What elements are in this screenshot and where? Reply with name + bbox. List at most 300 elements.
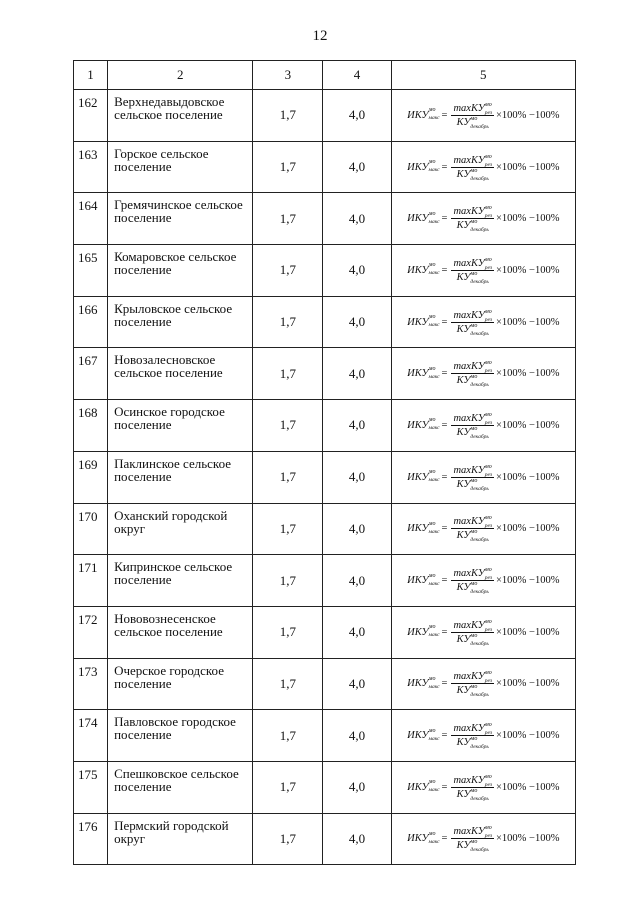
formula-equals: = (441, 109, 448, 121)
formula-lhs-sup: мо (428, 210, 436, 217)
municipality-name: Очерское городское поселение (108, 658, 253, 710)
formula-lhs: ИКУ (407, 833, 429, 845)
header-cell-3: 3 (253, 61, 323, 90)
value-col-4: 4,0 (323, 193, 391, 245)
formula-num-sub: рез (484, 109, 492, 116)
formula-den-text: КУ (456, 582, 471, 594)
formula-cell (391, 710, 575, 762)
value-col-4: 4,0 (323, 451, 391, 503)
formula-den-text: КУ (456, 633, 471, 645)
formula-den-sup: мо (470, 632, 478, 639)
formula-den-sup: мо (470, 167, 478, 174)
header-row (74, 61, 576, 90)
table-row (74, 193, 576, 245)
value-col-4: 4,0 (323, 710, 391, 762)
formula-denominator (455, 116, 491, 128)
formula-den-sub: декабрь (470, 744, 489, 751)
row-number: 176 (74, 813, 108, 865)
formula-equals: = (441, 419, 448, 431)
formula-tail: ×100% −100% (495, 161, 560, 173)
formula-denominator (455, 736, 491, 751)
municipality-name: Оханский городской округ (108, 503, 253, 555)
formula-den-text: КУ (456, 426, 471, 438)
formula-lhs-sup: мо (428, 159, 436, 166)
formula-num-sub: рез (484, 678, 492, 685)
header-cell-2: 2 (108, 61, 253, 90)
row-number: 175 (74, 761, 108, 813)
formula-den-text: КУ (456, 323, 471, 335)
formula-den-sub: декабрь (470, 847, 489, 854)
formula-num-sub: рез (484, 264, 492, 271)
formula (407, 155, 559, 180)
row-number: 171 (74, 555, 108, 607)
formula-tail: ×100% −100% (495, 316, 560, 328)
formula-num-sub: рез (484, 523, 492, 530)
value-col-3: 1,7 (253, 296, 323, 348)
formula-numerator (451, 258, 494, 271)
formula-tail: ×100% −100% (495, 471, 560, 483)
formula-fraction (451, 825, 494, 854)
formula-num-sup: мо (484, 153, 492, 160)
formula-lhs-sub: макс (428, 425, 440, 432)
table-row (74, 761, 576, 813)
formula-cell (391, 555, 575, 607)
formula-lhs-sup: мо (428, 107, 436, 114)
table-row (74, 348, 576, 400)
formula-den-text: КУ (456, 788, 471, 800)
formula-den-text: КУ (456, 685, 471, 697)
formula-lhs-sub: макс (428, 115, 440, 122)
formula-fraction (451, 310, 494, 335)
table-row (74, 503, 576, 555)
formula-equals: = (441, 781, 448, 793)
page-number: 12 (312, 28, 328, 44)
formula-lhs-sup: мо (428, 624, 436, 631)
row-number: 172 (74, 606, 108, 658)
formula-lhs-sup: мо (428, 675, 436, 682)
formula-den-sup: мо (470, 425, 478, 432)
formula-lhs-sup: мо (428, 262, 436, 269)
formula-denominator (455, 426, 491, 438)
table-row (74, 555, 576, 607)
formula-den-sup: мо (470, 270, 478, 277)
formula-num-sup: мо (484, 360, 492, 367)
formula-tail: ×100% −100% (495, 109, 560, 121)
formula-lhs-sup: мо (428, 469, 436, 476)
formula-lhs-sub: макс (428, 528, 440, 535)
value-col-4: 4,0 (323, 813, 391, 865)
formula-den-text: КУ (456, 220, 471, 232)
formula-denominator (455, 839, 491, 854)
formula-tail: ×100% −100% (495, 264, 560, 276)
municipality-name: Комаровское сельское поселение (108, 245, 253, 297)
formula-num-text: maxКУ (453, 102, 485, 114)
municipality-name: Гремячинское сельское поселение (108, 193, 253, 245)
row-number: 165 (74, 245, 108, 297)
formula-lhs-sup: мо (428, 520, 436, 527)
formula-equals: = (441, 678, 448, 690)
table-row (74, 296, 576, 348)
value-col-3: 1,7 (253, 503, 323, 555)
formula-lhs: ИКУ (407, 781, 429, 793)
formula-tail: ×100% −100% (495, 419, 560, 431)
formula-lhs-sub: макс (428, 373, 440, 380)
formula-num-text: maxКУ (453, 412, 485, 424)
formula-lhs: ИКУ (407, 109, 429, 121)
formula-num-sub: рез (484, 161, 492, 168)
formula-equals: = (441, 471, 448, 483)
formula-den-text: КУ (456, 168, 471, 180)
formula-fraction (451, 567, 494, 596)
formula-num-text: maxКУ (453, 723, 485, 735)
municipality-name: Кипринское сельское поселение (108, 555, 253, 607)
data-table (73, 60, 576, 865)
formula-lhs: ИКУ (407, 575, 429, 587)
formula-den-sub: декабрь (470, 433, 489, 440)
formula-num-text: maxКУ (453, 309, 485, 321)
value-col-4: 4,0 (323, 296, 391, 348)
formula-cell (391, 658, 575, 710)
formula-lhs: ИКУ (407, 161, 429, 173)
formula-fraction (451, 465, 494, 490)
formula-num-sup: мо (484, 101, 492, 108)
row-number: 163 (74, 141, 108, 193)
value-col-4: 4,0 (323, 606, 391, 658)
formula-num-text: maxКУ (453, 568, 485, 580)
value-col-3: 1,7 (253, 710, 323, 762)
formula-tail: ×100% −100% (495, 523, 560, 535)
formula-cell (391, 451, 575, 503)
formula-cell (391, 141, 575, 193)
formula-lhs-sup: мо (428, 572, 436, 579)
formula-fraction (451, 620, 494, 645)
formula-num-sup: мо (484, 567, 492, 574)
formula-den-sup: мо (470, 322, 478, 329)
row-number: 169 (74, 451, 108, 503)
formula-den-sub: декабрь (470, 485, 489, 492)
formula-equals: = (441, 368, 448, 380)
table-row (74, 813, 576, 865)
formula-num-sub: рез (484, 575, 492, 582)
formula-tail: ×100% −100% (495, 626, 560, 638)
formula-equals: = (441, 730, 448, 742)
formula-tail: ×100% −100% (495, 730, 560, 742)
formula (407, 825, 560, 854)
formula-den-sub: декабрь (470, 175, 489, 182)
value-col-4: 4,0 (323, 761, 391, 813)
formula-numerator (451, 775, 494, 788)
formula-num-sup: мо (484, 256, 492, 263)
formula-lhs-sub: макс (428, 632, 440, 639)
formula-num-text: maxКУ (453, 361, 485, 373)
formula-denominator (455, 168, 491, 180)
municipality-name: Нововознесенское сельское поселение (108, 606, 253, 658)
formula-lhs-sup: мо (428, 727, 436, 734)
formula-num-sub: рез (484, 419, 492, 426)
formula-denominator (455, 684, 491, 699)
formula-den-text: КУ (456, 375, 471, 387)
formula-den-sup: мо (470, 684, 478, 691)
formula-tail: ×100% −100% (495, 213, 560, 225)
formula-denominator (455, 271, 491, 283)
formula (407, 465, 559, 490)
formula-den-sup: мо (470, 787, 478, 794)
municipality-name: Горское сельское поселение (108, 141, 253, 193)
row-number: 162 (74, 90, 108, 142)
formula-lhs-sup: мо (428, 365, 436, 372)
formula-cell (391, 761, 575, 813)
municipality-name: Спешковское сельское поселение (108, 761, 253, 813)
formula-tail: ×100% −100% (495, 575, 560, 587)
formula-lhs-sub: макс (428, 787, 440, 794)
formula-lhs: ИКУ (407, 316, 429, 328)
formula (407, 775, 559, 800)
formula-den-text: КУ (456, 840, 471, 852)
formula-numerator (451, 465, 494, 478)
formula-numerator (451, 516, 494, 529)
formula-den-sup: мо (470, 529, 478, 536)
formula-num-text: maxКУ (453, 464, 485, 476)
formula-den-sup: мо (470, 736, 478, 743)
formula (407, 205, 560, 234)
formula-denominator (455, 323, 491, 335)
formula-fraction (451, 722, 494, 751)
formula (407, 670, 560, 699)
value-col-4: 4,0 (323, 141, 391, 193)
formula-fraction (451, 258, 494, 283)
formula-lhs: ИКУ (407, 213, 429, 225)
table-row (74, 451, 576, 503)
formula-tail: ×100% −100% (495, 833, 560, 845)
formula-equals: = (441, 316, 448, 328)
formula-lhs: ИКУ (407, 730, 429, 742)
formula-denominator (455, 633, 491, 645)
value-col-3: 1,7 (253, 90, 323, 142)
formula-den-sub: декабрь (470, 537, 489, 544)
formula-num-text: maxКУ (453, 619, 485, 631)
value-col-4: 4,0 (323, 90, 391, 142)
formula-tail: ×100% −100% (495, 781, 560, 793)
formula-lhs-sub: макс (428, 735, 440, 742)
formula-num-sup: мо (484, 825, 492, 832)
formula-numerator (451, 826, 494, 839)
formula-lhs-sub: макс (428, 838, 440, 845)
formula-lhs: ИКУ (407, 523, 429, 535)
formula-cell (391, 245, 575, 297)
row-number: 174 (74, 710, 108, 762)
formula-num-text: maxКУ (453, 671, 485, 683)
formula-den-sub: декабрь (470, 227, 489, 234)
formula-cell (391, 606, 575, 658)
formula-den-sub: декабрь (470, 330, 489, 337)
formula (407, 360, 560, 389)
formula-cell (391, 813, 575, 865)
row-number: 167 (74, 348, 108, 400)
formula-fraction (451, 775, 494, 800)
formula-lhs-sub: макс (428, 477, 440, 484)
formula-num-sup: мо (484, 618, 492, 625)
formula-num-sup: мо (484, 722, 492, 729)
formula-equals: = (441, 523, 448, 535)
value-col-3: 1,7 (253, 813, 323, 865)
formula-num-text: maxКУ (453, 826, 485, 838)
formula (407, 310, 559, 335)
value-col-3: 1,7 (253, 451, 323, 503)
formula-num-sup: мо (484, 670, 492, 677)
municipality-name: Крыловское сельское поселение (108, 296, 253, 348)
value-col-4: 4,0 (323, 245, 391, 297)
formula-num-sup: мо (484, 205, 492, 212)
table-row (74, 710, 576, 762)
formula-lhs: ИКУ (407, 419, 429, 431)
formula-equals: = (441, 626, 448, 638)
formula-den-sup: мо (470, 477, 478, 484)
table-row (74, 245, 576, 297)
formula-lhs: ИКУ (407, 264, 429, 276)
formula-numerator (451, 413, 494, 426)
formula-num-sup: мо (484, 308, 492, 315)
formula-denominator (455, 478, 491, 490)
formula-numerator (451, 620, 494, 633)
formula-num-sub: рез (484, 213, 492, 220)
table-row (74, 141, 576, 193)
formula-equals: = (441, 833, 448, 845)
formula-fraction (451, 155, 494, 180)
value-col-4: 4,0 (323, 400, 391, 452)
formula-num-text: maxКУ (453, 516, 485, 528)
formula-denominator (455, 581, 491, 596)
value-col-4: 4,0 (323, 503, 391, 555)
row-number: 168 (74, 400, 108, 452)
municipality-name: Паклинское сельское поселение (108, 451, 253, 503)
formula-lhs-sub: макс (428, 218, 440, 225)
formula-fraction (451, 103, 494, 128)
formula-equals: = (441, 161, 448, 173)
formula-numerator (451, 723, 494, 736)
formula-denominator (455, 529, 491, 544)
formula-den-sub: декабрь (470, 692, 489, 699)
formula-num-text: maxКУ (453, 206, 485, 218)
value-col-3: 1,7 (253, 193, 323, 245)
formula-lhs-sup: мо (428, 779, 436, 786)
row-number: 170 (74, 503, 108, 555)
formula-den-sub: декабрь (470, 795, 489, 802)
value-col-4: 4,0 (323, 658, 391, 710)
formula (407, 567, 560, 596)
formula-tail: ×100% −100% (495, 368, 560, 380)
formula-cell (391, 90, 575, 142)
formula-num-sub: рез (484, 781, 492, 788)
formula-den-text: КУ (456, 530, 471, 542)
formula-den-text: КУ (456, 271, 471, 283)
formula (407, 722, 560, 751)
value-col-3: 1,7 (253, 761, 323, 813)
formula-num-sub: рез (484, 626, 492, 633)
value-col-3: 1,7 (253, 141, 323, 193)
formula-den-sub: декабрь (470, 640, 489, 647)
formula-num-text: maxКУ (453, 257, 485, 269)
formula-num-sup: мо (484, 515, 492, 522)
value-col-4: 4,0 (323, 555, 391, 607)
formula (407, 515, 560, 544)
formula-lhs-sub: макс (428, 683, 440, 690)
formula-lhs: ИКУ (407, 471, 429, 483)
formula (407, 103, 559, 128)
formula-cell (391, 400, 575, 452)
formula-num-sup: мо (484, 463, 492, 470)
formula-lhs-sub: макс (428, 270, 440, 277)
formula-equals: = (441, 264, 448, 276)
value-col-3: 1,7 (253, 400, 323, 452)
formula-lhs: ИКУ (407, 626, 429, 638)
formula-numerator (451, 206, 494, 219)
formula-den-sup: мо (470, 839, 478, 846)
formula-num-text: maxКУ (453, 774, 485, 786)
table-row (74, 658, 576, 710)
row-number: 164 (74, 193, 108, 245)
formula-fraction (451, 413, 494, 438)
municipality-name: Новозалесновское сельское поселение (108, 348, 253, 400)
formula-numerator (451, 361, 494, 374)
formula-den-sub: декабрь (470, 123, 489, 130)
formula-den-sub: декабрь (470, 278, 489, 285)
formula-equals: = (441, 213, 448, 225)
formula-lhs: ИКУ (407, 368, 429, 380)
value-col-3: 1,7 (253, 555, 323, 607)
formula-fraction (451, 360, 494, 389)
header-cell-5: 5 (391, 61, 575, 90)
formula (407, 413, 559, 438)
formula-cell (391, 296, 575, 348)
formula-den-text: КУ (456, 116, 471, 128)
formula-denominator (455, 374, 491, 389)
formula-fraction (451, 205, 494, 234)
row-number: 173 (74, 658, 108, 710)
formula-den-text: КУ (456, 478, 471, 490)
formula-numerator (451, 310, 494, 323)
formula-cell (391, 193, 575, 245)
formula-fraction (451, 670, 494, 699)
formula-num-sub: рез (484, 368, 492, 375)
formula-den-sub: декабрь (470, 589, 489, 596)
formula-num-sub: рез (484, 833, 492, 840)
formula-num-sub: рез (484, 316, 492, 323)
municipality-name: Осинское городское поселение (108, 400, 253, 452)
table-row (74, 400, 576, 452)
value-col-3: 1,7 (253, 245, 323, 297)
formula-den-sub: декабрь (470, 382, 489, 389)
formula (407, 258, 559, 283)
formula-den-sup: мо (470, 115, 478, 122)
table-row (74, 606, 576, 658)
formula-num-sup: мо (484, 773, 492, 780)
formula-numerator (451, 103, 494, 116)
value-col-3: 1,7 (253, 348, 323, 400)
formula-tail: ×100% −100% (495, 678, 560, 690)
formula-lhs-sup: мо (428, 830, 436, 837)
formula-fraction (451, 515, 494, 544)
value-col-3: 1,7 (253, 658, 323, 710)
formula-den-sup: мо (470, 581, 478, 588)
formula-den-text: КУ (456, 737, 471, 749)
formula-num-sub: рез (484, 730, 492, 737)
municipality-name: Верхнедавыдовское сельское поселение (108, 90, 253, 142)
formula-lhs-sub: макс (428, 580, 440, 587)
row-number: 166 (74, 296, 108, 348)
formula-num-text: maxКУ (453, 154, 485, 166)
municipality-name: Павловское городское поселение (108, 710, 253, 762)
formula-lhs-sup: мо (428, 417, 436, 424)
